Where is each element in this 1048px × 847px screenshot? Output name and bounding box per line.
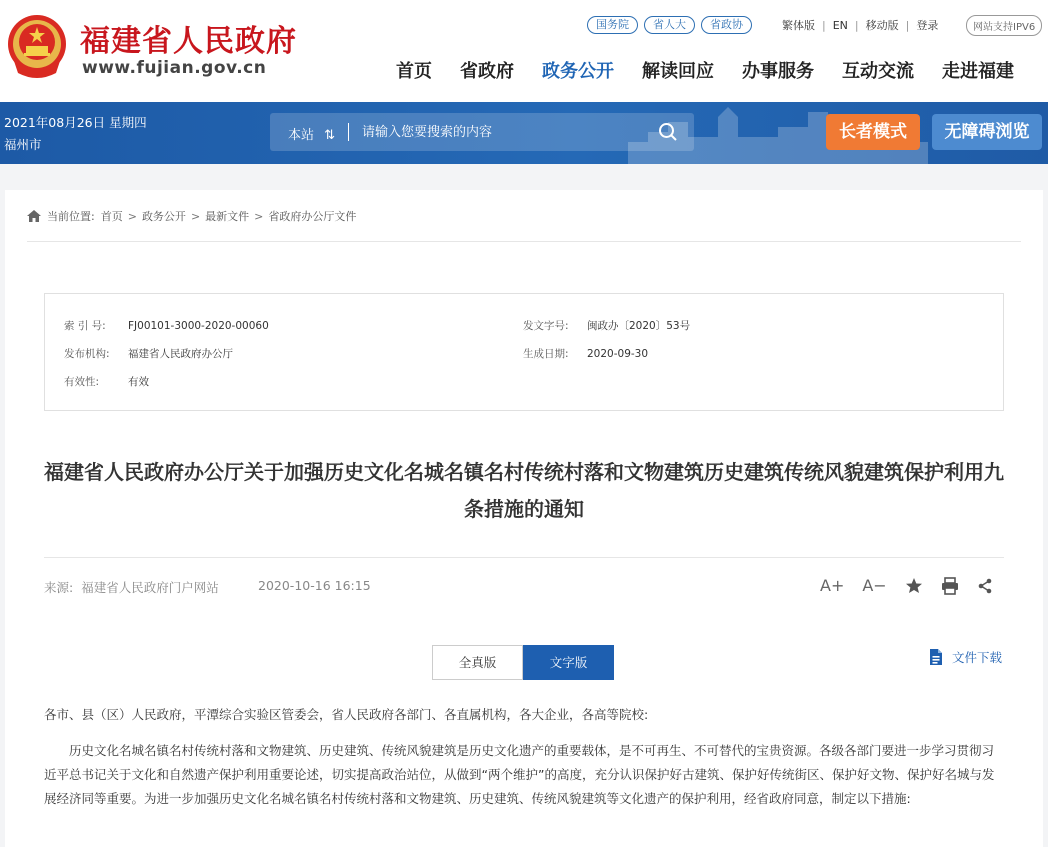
breadcrumb [27, 208, 356, 224]
divider [27, 241, 1021, 242]
breadcrumb-separator: > [254, 209, 264, 223]
meta-validity-label: 有效性: [64, 376, 100, 388]
link-english[interactable]: EN [832, 18, 848, 32]
site-url: www.fujian.gov.cn [82, 58, 267, 78]
ipv6-badge: 网站支持IPV6 [966, 15, 1042, 36]
search-box [270, 113, 694, 151]
tab-text-version[interactable]: 文字版 [523, 645, 614, 680]
elder-mode-button[interactable]: 长者模式 [826, 114, 920, 150]
font-increase-button[interactable]: A+ [820, 576, 845, 595]
recipients-paragraph: 各市、县（区）人民政府，平潭综合实验区管委会，省人民政府各部门、各直属机构，各大企业，各高等院校: [44, 707, 649, 722]
source-label: 来源: [44, 580, 74, 595]
breadcrumb-home[interactable]: 首页 [100, 210, 123, 223]
meta-docno [523, 318, 690, 333]
file-download-label: 文件下载 [952, 650, 1003, 665]
article-source [44, 578, 219, 596]
meta-publisher [64, 346, 233, 361]
version-tabs [432, 645, 614, 680]
meta-index-label: 索 引 号: [64, 320, 106, 332]
link-traditional[interactable]: 繁体版 [782, 19, 815, 32]
meta-publisher-label: 发布机构: [64, 348, 110, 360]
nav-about-fujian[interactable]: 走进福建 [942, 61, 1014, 82]
meta-index [64, 318, 269, 333]
search-banner [0, 102, 1048, 164]
gov-links [587, 16, 752, 34]
search-icon[interactable] [658, 122, 678, 142]
current-city[interactable]: 福州市 [4, 137, 42, 152]
source-value: 福建省人民政府门户网站 [81, 580, 219, 595]
divider [44, 557, 1004, 558]
link-cppcc[interactable]: 省政协 [701, 16, 752, 34]
current-date: 2021年08月26日 星期四 [4, 115, 147, 130]
document-download-icon [928, 648, 944, 666]
nav-interpretation[interactable]: 解读回应 [642, 61, 714, 82]
breadcrumb-office-docs[interactable]: 省政府办公厅文件 [268, 210, 357, 223]
site-name[interactable]: 福建省人民政府 [80, 24, 297, 59]
search-input[interactable] [362, 122, 642, 142]
nav-home[interactable]: 首页 [396, 61, 432, 82]
divider: | [854, 18, 859, 32]
meta-publisher-value: 福建省人民政府办公厅 [128, 348, 233, 360]
breadcrumb-separator: > [127, 209, 137, 223]
nav-interaction[interactable]: 互动交流 [842, 61, 914, 82]
site-header [0, 0, 1048, 102]
print-icon[interactable] [941, 577, 959, 595]
home-icon [27, 210, 41, 222]
meta-date [523, 346, 648, 361]
meta-docno-label: 发文字号: [523, 320, 569, 332]
body-paragraph: 历史文化名城名镇名村传统村落和文物建筑、历史建筑、传统风貌建筑是历史文化遗产的重要载体，是不可再生、不可替代的宝贵资源。各级各部门要进一步学习贯彻习近平总书记关于文化和自然遗产保护利用重要论述，切实提高政治站位，从做到“两个维护”的高度，充分认识保护好古建筑、保护好传统街区、保护好文物、保护好名城与发展经济同等重要。为进一步加强历史文化名城名镇名村传统村落和文物建筑、历史建筑、传统风貌建筑等文化遗产的保护利用，经省政府同意，制定以下措施: [44, 743, 995, 806]
sort-arrows-icon: ⇅ [324, 128, 336, 143]
meta-date-value: 2020-09-30 [587, 348, 649, 360]
meta-date-label: 生成日期: [523, 348, 569, 360]
breadcrumb-separator: > [190, 209, 201, 223]
divider: | [905, 18, 910, 32]
nav-gov-affairs[interactable]: 政务公开 [542, 61, 614, 82]
tab-full-version[interactable]: 全真版 [432, 645, 523, 680]
search-scope-label: 本站 [288, 128, 315, 143]
breadcrumb-latest-docs[interactable]: 最新文件 [205, 210, 250, 223]
meta-index-value: FJ00101-3000-2020-00060 [128, 320, 269, 332]
star-icon[interactable] [905, 577, 923, 595]
nav-province-gov[interactable]: 省政府 [460, 61, 514, 82]
top-links [782, 17, 938, 33]
document-title: 福建省人民政府办公厅关于加强历史文化名城名镇名村传统村落和文物建筑历史建筑传统风貌建筑保护利用九条措施的通知 [44, 460, 1004, 521]
main-nav [396, 57, 1042, 83]
file-download-link[interactable] [928, 648, 1002, 666]
accessibility-button[interactable]: 无障碍浏览 [932, 114, 1042, 150]
breadcrumb-prefix: 当前位置: [47, 210, 95, 223]
national-emblem-icon[interactable] [6, 13, 68, 79]
search-scope-select[interactable] [288, 124, 335, 143]
meta-validity-value: 有效 [128, 376, 149, 388]
font-decrease-button[interactable]: A− [862, 576, 887, 595]
article-tools [820, 576, 1011, 595]
breadcrumb-gov-affairs[interactable]: 政务公开 [141, 210, 186, 223]
nav-services[interactable]: 办事服务 [742, 61, 814, 82]
meta-validity [64, 374, 149, 389]
link-mobile[interactable]: 移动版 [865, 19, 899, 32]
link-login[interactable]: 登录 [916, 19, 939, 32]
link-state-council[interactable]: 国务院 [587, 16, 638, 34]
divider: | [822, 18, 826, 32]
publish-time: 2020-10-16 16:15 [258, 578, 371, 593]
meta-docno-value: 闽政办〔2020〕53号 [587, 320, 691, 332]
share-icon[interactable] [977, 578, 993, 594]
link-npc[interactable]: 省人大 [644, 16, 695, 34]
divider [348, 123, 349, 141]
